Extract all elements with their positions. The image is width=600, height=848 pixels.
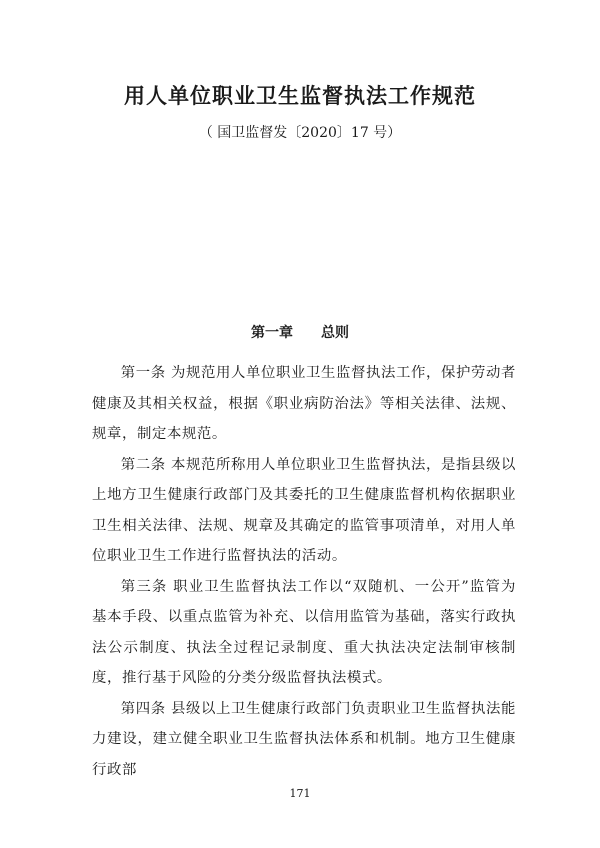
- article-1: 第一条 为规范用人单位职业卫生监督执法工作，保护劳动者健康及其相关权益，根据《职业病防治法》等相关法律、法规、规章，制定本规范。: [92, 365, 516, 442]
- page-number: 171: [289, 787, 311, 800]
- document-title: 用人单位职业卫生监督执法工作规范: [124, 84, 476, 108]
- article-3: 第三条 职业卫生监督执法工作以“双随机、一公开”监管为基本手段、以重点监管为补充、以信用监管为基础，落实行政执法公示制度、执法全过程记录制度、重大执法决定法制审核制度，推行基于风险的分类分级监督执法模式。: [92, 578, 516, 686]
- body-text: [92, 358, 516, 785]
- article-2: 第二条 本规范所称用人单位职业卫生监督执法，是指县级以上地方卫生健康行政部门及其委托的卫生健康监督机构依据职业卫生相关法律、法规、规章及其确定的监管事项清单，对用人单位职业卫生工作进行监督执法的活动。: [92, 456, 516, 564]
- chapter-heading: 第一章 总则: [251, 325, 349, 341]
- document-number: （ 国卫监督发〔2020〕17 号）: [198, 125, 402, 141]
- article-4: 第四条 县级以上卫生健康行政部门负责职业卫生监督执法能力建设，建立健全职业卫生监督执法体系和机制。地方卫生健康行政部: [92, 700, 516, 778]
